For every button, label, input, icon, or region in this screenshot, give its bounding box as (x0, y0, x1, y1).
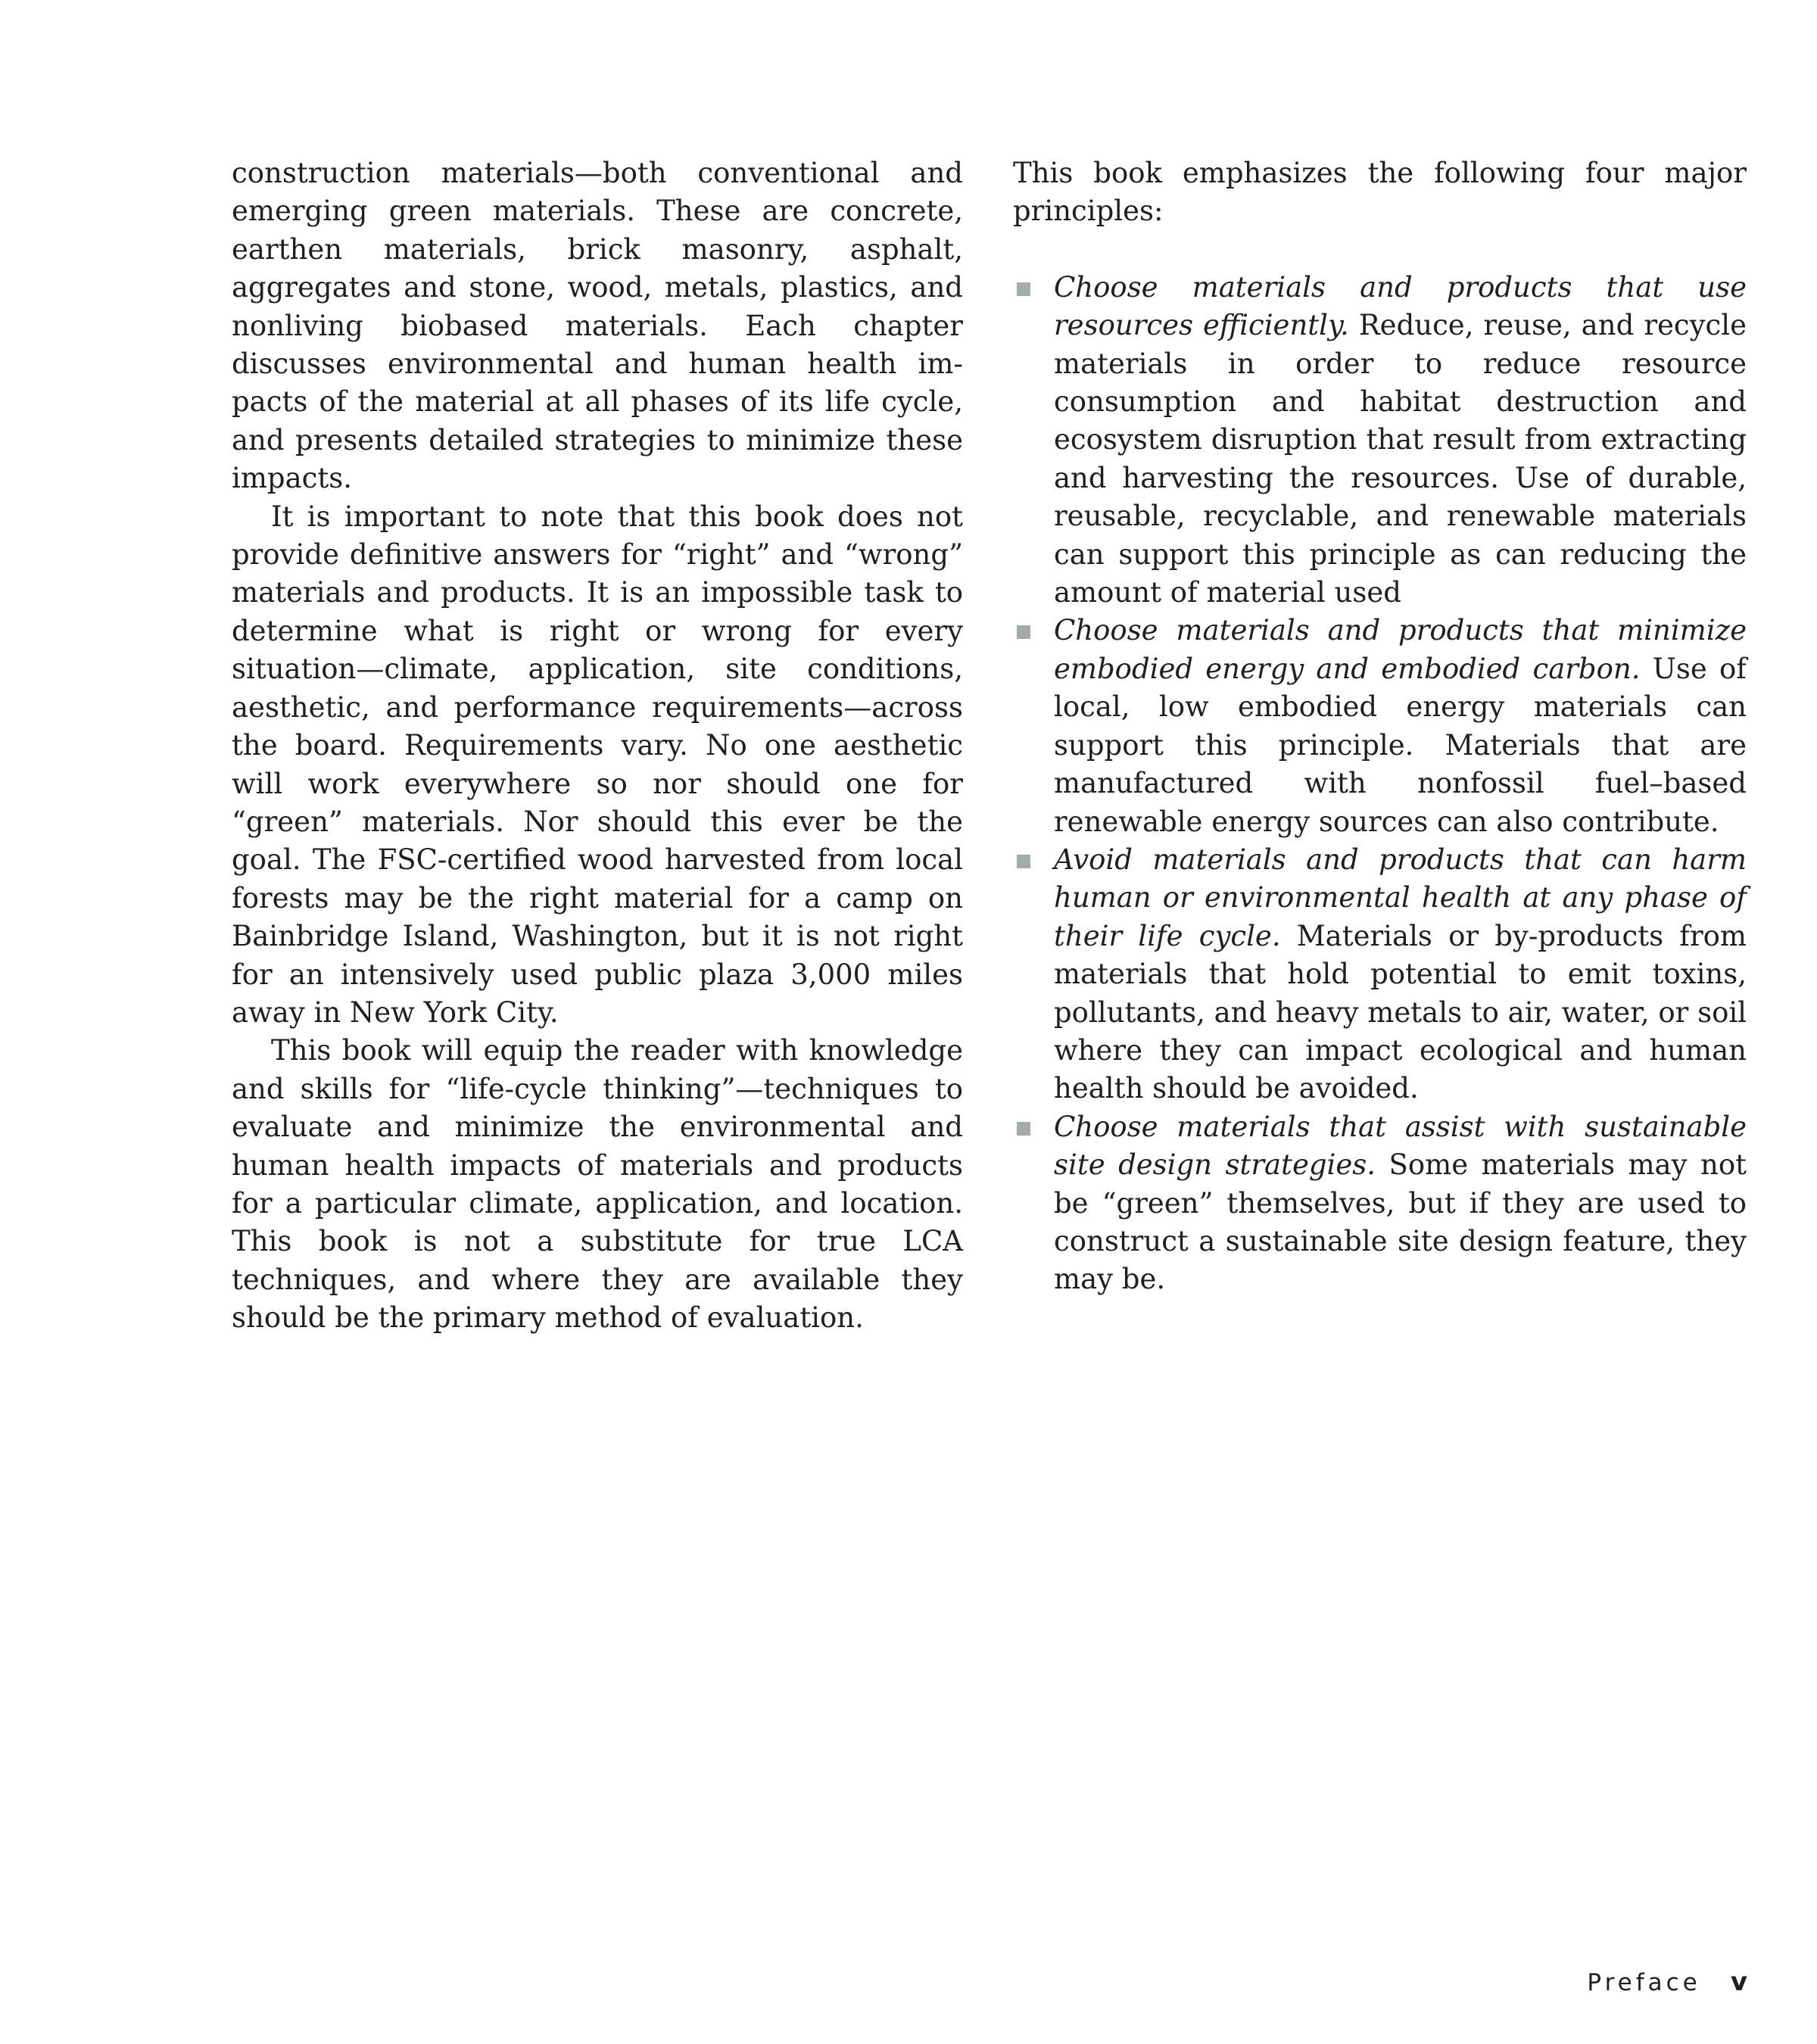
principle-body: Materials or by-products from materials that hold potential to emit toxins, pollutants, and heavy metals to air, water, or soil where they can impact ecological and human health should be avoided. (1054, 919, 1747, 1105)
square-bullet-icon (1017, 1122, 1030, 1136)
left-column (232, 154, 963, 1338)
square-bullet-icon (1017, 282, 1030, 296)
section-name: Preface (1587, 1969, 1701, 1996)
page-number: v (1730, 1967, 1747, 1997)
body-paragraph: This book will equip the reader with knowledge and skills for “life-cycle thinking”—techniques to evaluate and minimize the environmental and human health impacts of materials and products for a particular climate, application, and location. This book is not a substitute for true LCA techniques, and where they are available they should be the primary method of evaluation. (232, 1034, 963, 1335)
square-bullet-icon (1017, 625, 1030, 639)
body-paragraph: It is important to note that this book does not provide definitive answers for “right” and “wrong” materials and products. It is an impossible task to determine what is right or wrong for every situation—climate, application, site conditions, aesthetic, and performance requirements—across the board. Requirements vary. No one aesthetic will work everywhere so nor should one for “green” materials. Nor should this ever be the goal. The FSC-certified wood harvested from local forests may be the right material for a camp on Bainbridge Island, Washington, but it is not right for an intensively used public plaza 3,000 miles away in New York City. (232, 500, 963, 1029)
principle-title: Avoid materials and products that can harm human or environmental health at any phase of their life cycle. (1054, 843, 1747, 952)
principle-title: Choose materials that assist with sustainable site design strategies. (1054, 1110, 1747, 1182)
principle-body: Some materials may not be “green” themselves, but if they are used to construct a sustainable site design feature, they may be. (1054, 1148, 1747, 1296)
principles-list (1013, 269, 1747, 1299)
principles-intro: This book emphasizes the following four major principles: (1013, 157, 1747, 228)
list-item (1013, 269, 1747, 612)
body-paragraph: construction materials—both conventional and emerging green materials. These are concrete, earthen materials, brick masonry, asphalt, aggregates and stone, wood, metals, plastics, and nonliving biobased materials. Each chapter discusses environmental and human health impacts of the material at all phases of its life cycle, and presents detailed strategies to minimize these impacts. (232, 157, 963, 495)
principle-body: Reduce, reuse, and recycle materials in order to reduce resource consumption and habitat destruction and ecosystem disruption that result from extracting and harvesting the resources. Use of durable, reusable, recyclable, and renewable materials can support this principle as can reducing the amount of material used (1054, 309, 1747, 609)
list-item (1013, 612, 1747, 840)
principle-body: Use of local, low embodied energy materials can support this principle. Materials that are manufactured with nonfossil fuel–based renewable energy sources can also contribute. (1054, 652, 1747, 838)
list-item (1013, 1108, 1747, 1299)
principle-title: Choose materials and products that use resources efficiently. (1054, 270, 1747, 342)
principle-title: Choose materials and products that minimize embodied energy and embodied carbon. (1054, 614, 1747, 685)
page-footer (1587, 1967, 1747, 1997)
list-item (1013, 841, 1747, 1108)
right-column (1013, 154, 1747, 1299)
square-bullet-icon (1017, 855, 1030, 868)
